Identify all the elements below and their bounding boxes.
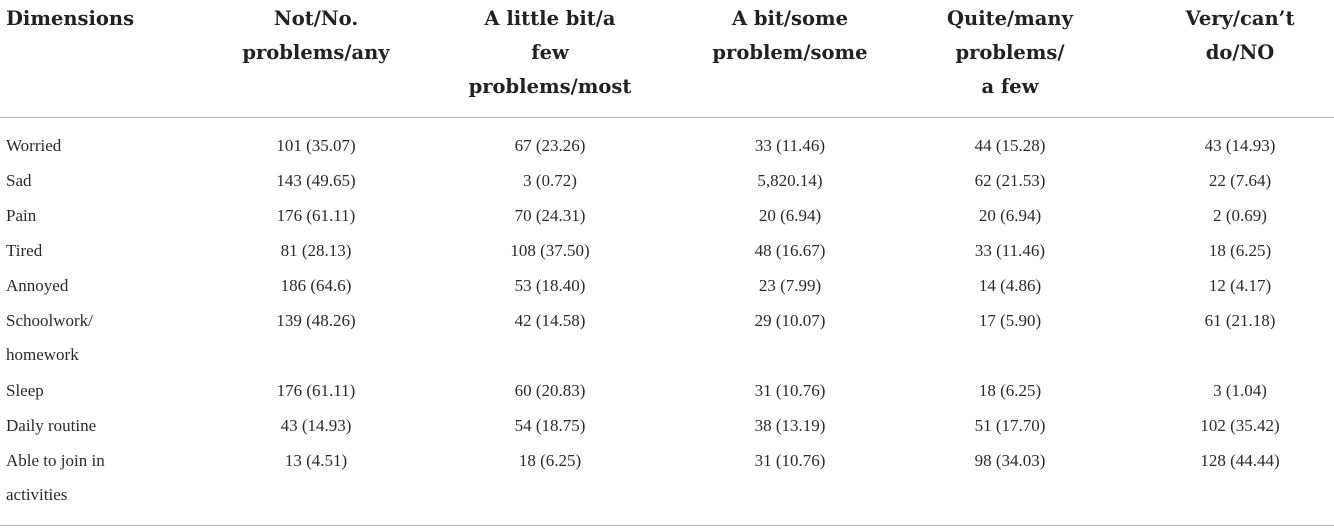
cell-a-bit-some: 5,820.14): [757, 171, 823, 190]
cell-quite-many: 33 (11.46): [974, 241, 1046, 260]
cell-a-little-bit: 70 (24.31): [514, 206, 586, 225]
cell-very-cant-do: 3 (1.04): [1213, 381, 1267, 400]
cell-a-bit-some: 31 (10.76): [754, 451, 826, 470]
header-very-cant-do: Very/can’t do/NO: [1185, 7, 1295, 64]
cell-very-cant-do: 102 (35.42): [1200, 416, 1280, 435]
cell-very-cant-do: 128 (44.44): [1200, 451, 1280, 470]
cell-a-little-bit: 60 (20.83): [514, 381, 586, 400]
header-dimensions: Dimensions: [6, 7, 135, 30]
cell-quite-many: 51 (17.70): [974, 416, 1046, 435]
cell-a-bit-some: 29 (10.07): [754, 311, 826, 330]
cell-not-no: 101 (35.07): [276, 136, 356, 155]
cell-not-no: 176 (61.11): [276, 381, 356, 400]
cell-a-little-bit: 3 (0.72): [523, 171, 577, 190]
row-label: Sleep: [6, 381, 44, 400]
cell-not-no: 43 (14.93): [280, 416, 352, 435]
cell-a-little-bit: 53 (18.40): [514, 276, 586, 295]
header-divider: [0, 117, 1334, 118]
row-label: Sad: [6, 171, 32, 190]
header-a-little-bit: A little bit/a few problems/most: [468, 7, 632, 98]
cell-very-cant-do: 12 (4.17): [1208, 276, 1272, 295]
row-label: Able to join in activities: [6, 451, 105, 504]
cell-a-little-bit: 67 (23.26): [514, 136, 586, 155]
cell-a-bit-some: 33 (11.46): [754, 136, 826, 155]
cell-not-no: 186 (64.6): [280, 276, 352, 295]
cell-very-cant-do: 2 (0.69): [1213, 206, 1267, 225]
cell-quite-many: 98 (34.03): [974, 451, 1046, 470]
cell-a-little-bit: 42 (14.58): [514, 311, 586, 330]
header-a-bit-some: A bit/some problem/some: [712, 7, 868, 64]
header-quite-many: Quite/many problems/ a few: [947, 7, 1073, 98]
cell-a-little-bit: 108 (37.50): [510, 241, 590, 260]
cell-very-cant-do: 22 (7.64): [1208, 171, 1272, 190]
cell-a-little-bit: 54 (18.75): [514, 416, 586, 435]
cell-a-bit-some: 38 (13.19): [754, 416, 826, 435]
cell-quite-many: 14 (4.86): [978, 276, 1042, 295]
cell-quite-many: 44 (15.28): [974, 136, 1046, 155]
cell-not-no: 176 (61.11): [276, 206, 356, 225]
table-bottom-rule: [0, 525, 1334, 526]
row-label: Worried: [6, 136, 62, 155]
cell-not-no: 13 (4.51): [284, 451, 348, 470]
cell-not-no: 81 (28.13): [280, 241, 352, 260]
cell-a-bit-some: 31 (10.76): [754, 381, 826, 400]
cell-a-bit-some: 23 (7.99): [758, 276, 822, 295]
cell-very-cant-do: 43 (14.93): [1204, 136, 1276, 155]
cell-very-cant-do: 18 (6.25): [1208, 241, 1272, 260]
cell-not-no: 143 (49.65): [276, 171, 356, 190]
row-label: Annoyed: [6, 276, 69, 295]
cell-a-little-bit: 18 (6.25): [518, 451, 582, 470]
header-not-no-problems: Not/No. problems/any: [242, 7, 390, 64]
cell-quite-many: 20 (6.94): [978, 206, 1042, 225]
cell-very-cant-do: 61 (21.18): [1204, 311, 1276, 330]
row-label: Tired: [6, 241, 43, 260]
table-header: [0, 0, 1334, 115]
cell-quite-many: 17 (5.90): [978, 311, 1042, 330]
row-label: Daily routine: [6, 416, 97, 435]
cell-quite-many: 18 (6.25): [978, 381, 1042, 400]
row-label: Pain: [6, 206, 37, 225]
cell-a-bit-some: 20 (6.94): [758, 206, 822, 225]
cell-not-no: 139 (48.26): [276, 311, 356, 330]
cell-a-bit-some: 48 (16.67): [754, 241, 826, 260]
cell-quite-many: 62 (21.53): [974, 171, 1046, 190]
row-label: Schoolwork/ homework: [6, 311, 93, 364]
